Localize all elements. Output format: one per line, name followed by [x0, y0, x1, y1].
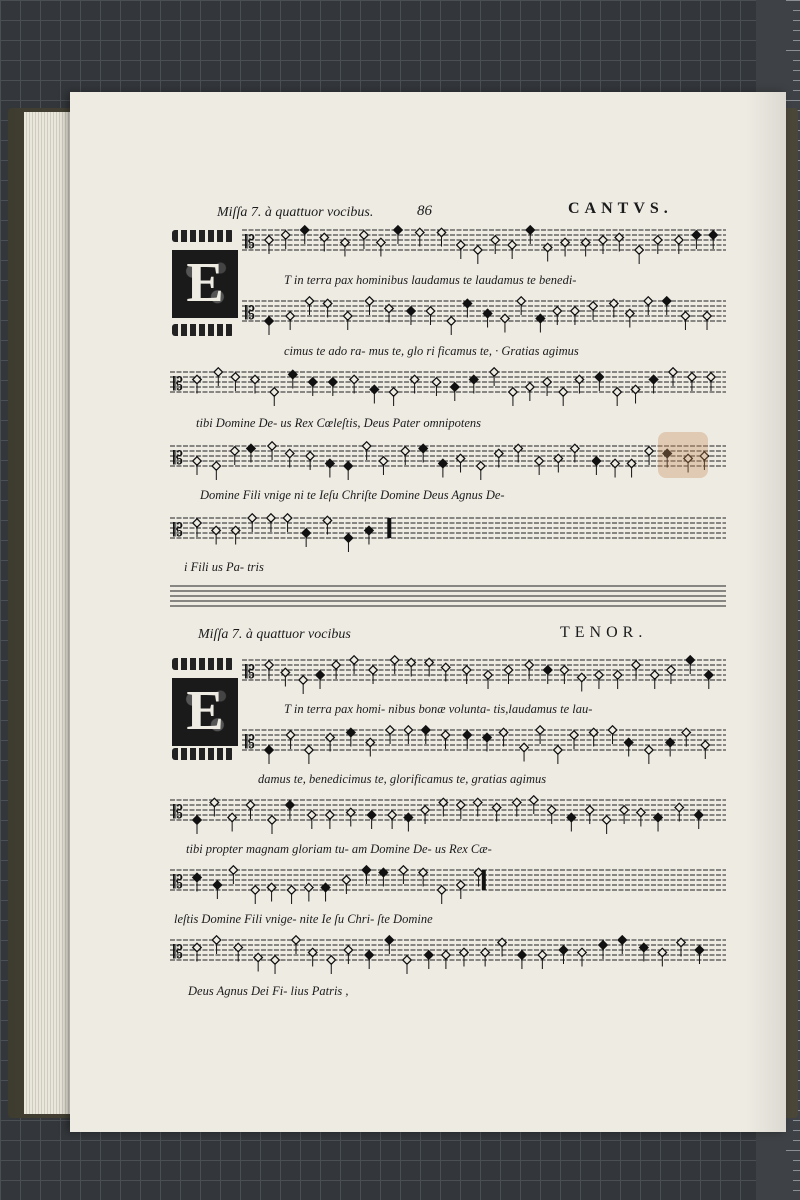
svg-text:𝄡: 𝄡 — [173, 374, 184, 395]
svg-text:𝄡: 𝄡 — [173, 872, 184, 893]
cantus-lyric-line-3: tibi Domine De- us Rex Cœleſtis, Deus Pater omnipotens — [196, 416, 482, 430]
ornament-bottom — [172, 324, 234, 336]
header-mass-title-tenor: Miſſa 7. à quattuor vocibus — [198, 627, 351, 642]
cantus-lyric-line-2: cimus te ado ra- mus te, glo ri ficamus te, · Gratias agimus — [284, 344, 579, 358]
paper-stain — [658, 432, 708, 478]
cantus-staff-1 — [242, 226, 726, 256]
svg-text:𝄡: 𝄡 — [245, 303, 256, 324]
tenor-staff-5 — [170, 936, 726, 966]
cantus-staff-4 — [170, 442, 726, 472]
tenor-staff-2 — [242, 726, 726, 756]
tenor-staff-1 — [242, 656, 726, 686]
empty-staff — [170, 582, 726, 612]
cantus-staff-2 — [242, 297, 726, 327]
header-mass-title: Miſſa 7. à quattuor vocibus. — [217, 205, 374, 220]
tenor-lyric-line-4: leſtis Domine Fili vnige- nite Ie ſu Chri- ſte Domine — [174, 912, 433, 926]
cantus-lyric-line-4: Domine Fili vnige ni te Ieſu Chriſte Domine Deus Agnus De- — [200, 488, 505, 502]
svg-text:𝄡: 𝄡 — [173, 448, 184, 469]
ornament-top — [172, 230, 234, 242]
svg-text:𝄡: 𝄡 — [245, 232, 256, 253]
part-name-cantus: CANTVS. — [568, 200, 673, 217]
page-number: 86 — [417, 203, 432, 219]
cantus-staff-3 — [170, 368, 726, 398]
ornament-bottom-tenor — [172, 748, 234, 760]
tenor-lyric-line-3: tibi propter magnam gloriam tu- am Domine De- us Rex Cæ- — [186, 842, 492, 856]
tenor-staff-3 — [170, 796, 726, 826]
part-name-tenor: TENOR. — [560, 624, 648, 641]
cantus-lyric-line-1: T in terra pax hominibus laudamus te laudamus te benedi- — [284, 273, 577, 287]
decorated-initial-tenor: E — [172, 678, 238, 746]
cantus-staff-5 — [170, 514, 726, 544]
svg-text:𝄡: 𝄡 — [173, 802, 184, 823]
tenor-staff-4 — [170, 866, 726, 896]
cantus-lyric-line-5: i Fili us Pa- tris — [184, 560, 264, 574]
tenor-lyric-line-1: T in terra pax homi- nibus bonæ volunta- tis,laudamus te lau- — [284, 702, 593, 716]
svg-text:𝄡: 𝄡 — [173, 520, 184, 541]
svg-text:𝄡: 𝄡 — [173, 942, 184, 963]
music-page — [70, 92, 786, 1132]
decorated-initial-cantus: E — [172, 250, 238, 318]
tenor-lyric-line-5: Deus Agnus Dei Fi- lius Patris , — [188, 984, 349, 998]
ornament-top-tenor — [172, 658, 234, 670]
svg-text:𝄡: 𝄡 — [245, 662, 256, 683]
svg-text:𝄡: 𝄡 — [245, 732, 256, 753]
tenor-lyric-line-2: damus te, benedicimus te, glorificamus te, gratias agimus — [258, 772, 547, 786]
